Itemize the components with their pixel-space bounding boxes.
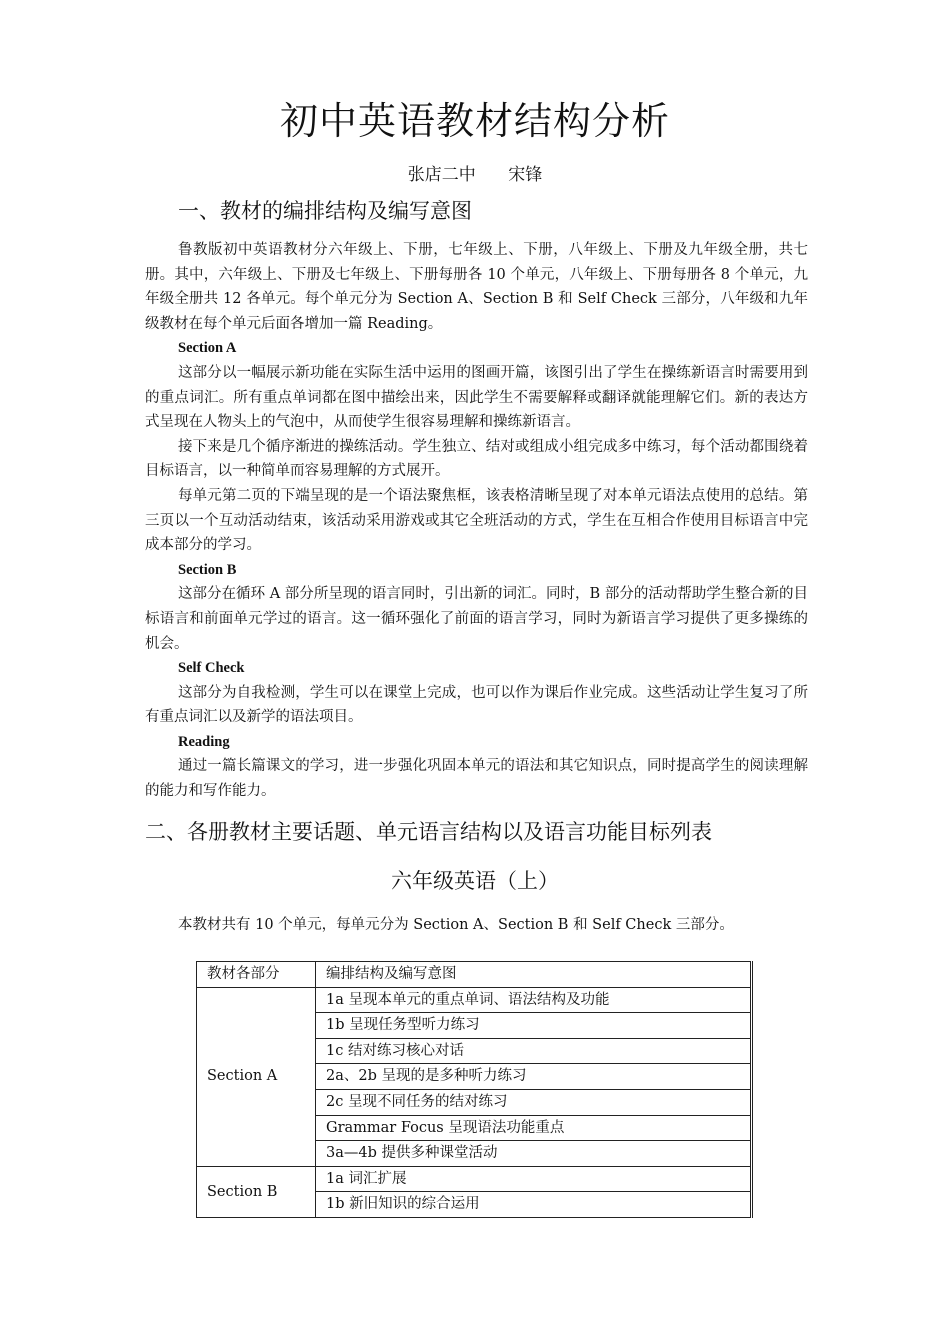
section2-heading: 二、各册教材主要话题、单元语言结构以及语言功能目标列表 xyxy=(145,820,712,844)
section1-heading: 一、教材的编排结构及编写意图 xyxy=(178,199,472,223)
reading-paragraph-1: 通过一篇长篇课文的学习，进一步强化巩固本单元的语法和其它知识点，同时提高学生的阅读理解的能力和写作能力。 xyxy=(145,758,808,800)
table-note: 本教材共有 10 个单元，每单元分为 Section A、Section B 和 Self Check 三部分。 xyxy=(178,917,734,933)
table-header-row xyxy=(197,962,752,988)
table-cell: 2c 呈现不同任务的结对练习 xyxy=(316,1089,752,1115)
table-cell: 3a—4b 提供多种课堂活动 xyxy=(316,1141,752,1167)
table-cell: 1a 词汇扩展 xyxy=(316,1166,752,1192)
section-b-label: Section B xyxy=(197,1166,316,1217)
grade-subheading: 六年级英语（上） xyxy=(391,869,559,893)
table-cell: Grammar Focus 呈现语法功能重点 xyxy=(316,1115,752,1141)
table-header-cell: 编排结构及编写意图 xyxy=(316,962,752,988)
table-cell: 1b 呈现任务型听力练习 xyxy=(316,1013,752,1039)
section-a-paragraph-1: 这部分以一幅展示新功能在实际生活中运用的图画开篇，该图引出了学生在操练新语言时需要用到的重点词汇。所有重点单词都在图中描绘出来，因此学生不需要解释或翻译就能理解它们。新的表达方式呈现在人物头上的气泡中，从而使学生很容易理解和操练新语言。 xyxy=(145,364,808,431)
table-header-cell: 教材各部分 xyxy=(197,962,316,988)
table-cell: 2a、2b 呈现的是多种听力练习 xyxy=(316,1064,752,1090)
table-row xyxy=(197,1166,752,1192)
document-title: 初中英语教材结构分析 xyxy=(279,99,670,143)
section-a-label: Section A xyxy=(197,987,316,1166)
section-a-paragraph-2: 接下来是几个循序渐进的操练活动。学生独立、结对或组成小组完成多中练习，每个活动都围绕着目标语言，以一种简单而容易理解的方式展开。 xyxy=(145,438,808,480)
section-a-title: Section A xyxy=(178,340,237,357)
self-check-title: Self Check xyxy=(178,660,245,677)
structure-table xyxy=(196,961,753,1218)
intro-paragraph: 鲁教版初中英语教材分六年级上、下册，七年级上、下册，八年级上、下册及九年级全册，共七册。其中，六年级上、下册及七年级上、下册每册各 10 个单元，八年级上、下册每册各 8 个单元，九年级全册共 12 各单元。每个单元分为 Section A、Section B 和 Self Check 三部分，八年级和九年级教材在每个单元后面各增加一篇 Reading。 xyxy=(145,242,808,332)
table-row xyxy=(197,987,752,1013)
section-b-title: Section B xyxy=(178,561,237,578)
table-cell: 1c 结对练习核心对话 xyxy=(316,1038,752,1064)
table-cell: 1a 呈现本单元的重点单词、语法结构及功能 xyxy=(316,987,752,1013)
reading-title: Reading xyxy=(178,733,230,750)
section-a-paragraph-3: 每单元第二页的下端呈现的是一个语法聚焦框，该表格清晰呈现了对本单元语法点使用的总结。第三页以一个互动活动结束，该活动采用游戏或其它全班活动的方式，学生在互相合作使用目标语言中完成本部分的学习。 xyxy=(145,487,808,554)
section1-body xyxy=(145,238,808,804)
self-check-paragraph-1: 这部分为自我检测，学生可以在课堂上完成，也可以作为课后作业完成。这些活动让学生复习了所有重点词汇以及新学的语法项目。 xyxy=(145,684,808,726)
author-line: 张店二中 宋锋 xyxy=(407,165,543,185)
table-cell: 1b 新旧知识的综合运用 xyxy=(316,1192,752,1218)
section-b-paragraph-1: 这部分在循环 A 部分所呈现的语言同时，引出新的词汇。同时，B 部分的活动帮助学生整合新的目标语言和前面单元学过的语言。这一循环强化了前面的语言学习，同时为新语言学习提供了更多操练的机会。 xyxy=(145,586,808,652)
